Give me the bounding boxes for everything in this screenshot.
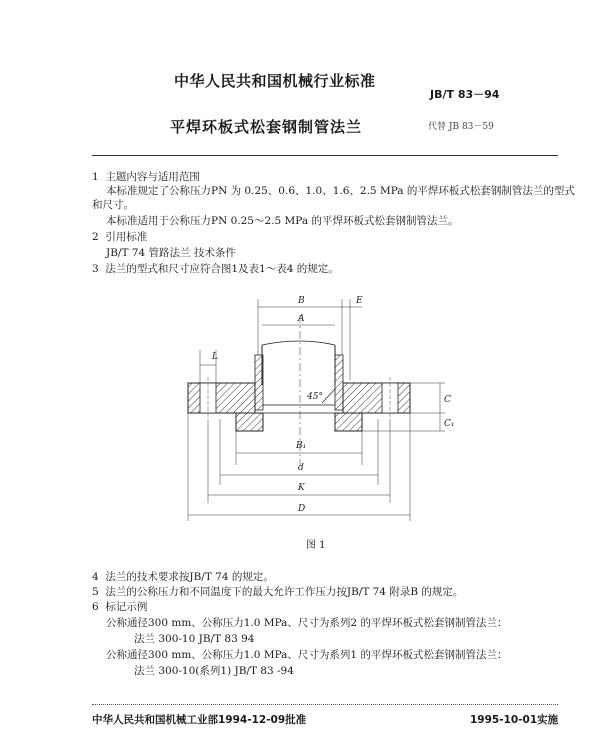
section-3-heading: 3 法兰的型式和尺寸应符合图1及表1～表4 的规定。 (92, 263, 339, 275)
page-title: 平焊环板式松套钢制管法兰 (170, 118, 363, 136)
section-1-para-3: 本标准适用于公称压力PN 0.25～2.5 MPa 的平焊环板式松套钢制管法兰。 (106, 215, 459, 227)
example-2-desc: 公称通径300 mm、公称压力1.0 MPa、尺寸为系列1 的平焊环板式松套钢制管法兰： (106, 649, 508, 661)
angle-label: 45° (307, 392, 323, 402)
dim-C1-label: C₁ (444, 419, 455, 429)
approval-note: 中华人民共和国机械工业部1994-12-09批准 (92, 714, 307, 726)
section-1-heading: 1 主题内容与适用范围 (92, 171, 200, 183)
dim-B-label: B (298, 296, 305, 306)
replaces-note: 代替 JB 83－59 (428, 122, 494, 132)
dim-A-label: A (298, 314, 305, 324)
weld-ring-right (335, 413, 362, 431)
example-1-desc: 公称通径300 mm、公称压力1.0 MPa、尺寸为系列2 的平焊环板式松套钢制管法兰： (106, 617, 508, 629)
flange-plate-right (343, 383, 410, 413)
example-1-mark: 法兰 300-10 JB/T 83 94 (134, 633, 255, 645)
standard-category: 中华人民共和国机械行业标准 (174, 72, 376, 90)
dim-E-label: E (356, 296, 363, 306)
dim-d-label: d (298, 463, 304, 473)
example-2-mark: 法兰 300-10(系列1) JB/T 83 -94 (134, 665, 294, 677)
section-1-para-2: 和尺寸。 (92, 199, 134, 211)
weld-ring-left (236, 413, 263, 431)
dim-L-label: L (212, 352, 218, 362)
header-divider (92, 155, 558, 156)
flange-plate-left (188, 383, 255, 413)
implementation-date: 1995-10-01实施 (470, 714, 559, 726)
standard-code: JB/T 83－94 (430, 88, 500, 101)
footer-divider (92, 704, 558, 705)
section-6-heading: 6 标记示例 (92, 601, 148, 613)
pipe-wall-right (335, 355, 343, 410)
dim-D-label: D (298, 504, 306, 514)
dim-C-label: C (444, 395, 451, 405)
flange-drawing (0, 285, 600, 545)
section-4-heading: 4 法兰的技术要求按JB/T 74 的规定。 (92, 571, 274, 583)
section-2-heading: 2 引用标准 (92, 231, 148, 243)
section-2-ref: JB/T 74 管路法兰 技术条件 (106, 247, 236, 259)
dim-B1-label: B₁ (296, 441, 307, 451)
section-5-heading: 5 法兰的公称压力和不同温度下的最大允许工作压力按JB/T 74 附录B 的规定。 (92, 586, 464, 598)
dim-K-label: K (298, 483, 305, 493)
pipe-wall-left (255, 355, 263, 410)
section-1-para-1: 本标准规定了公称压力PN 为 0.25、0.6、1.0、1.6、2.5 MPa 的平焊环板式松套钢制管法兰的型式 (106, 185, 575, 197)
figure-caption: 图 1 (306, 540, 326, 551)
